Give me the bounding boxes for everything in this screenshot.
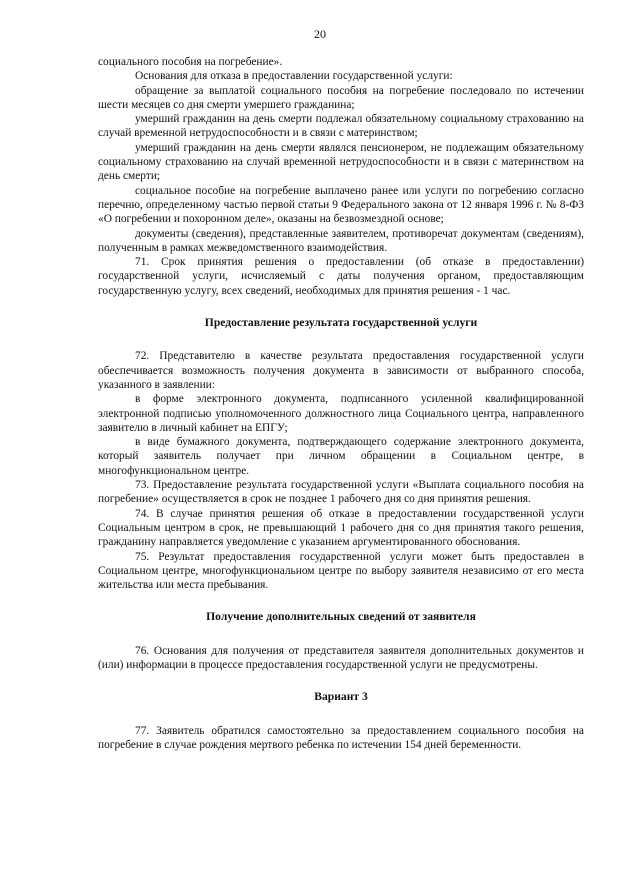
paragraph-77: 77. Заявитель обратился самостоятельно за предоставлением социального пособия на погребение в случае рождения мертвого ребенка по истечении 154 дней беременности. — [98, 724, 584, 751]
paragraph-73: 73. Предоставление результата государственной услуги «Выплата социального пособия на погребение» осуществляется в срок не позднее 1 рабочего дня со дня принятия решения. — [98, 479, 584, 506]
paragraph-refusal-ground-3: умерший гражданин на день смерти являлся пенсионером, не подлежащим обязательному социальному страхованию на случай временной нетрудоспособности и в связи с материнством на день смерти; — [98, 141, 584, 183]
paragraph-74: 74. В случае принятия решения об отказе в предоставлении государственной услуги Социальным центром в срок, не превышающий 1 рабочего дня со дня принятия такого решения, гражданину направляется уведомление с указанием аргументированного обоснования. — [98, 507, 584, 549]
page-number: 20 — [314, 27, 326, 41]
paragraph-refusal-ground-5: документы (сведения), представленные заявителем, противоречат документам (сведениям), полученным в рамках межведомственного взаимодействия. — [98, 227, 584, 254]
paragraph-continuation: социального пособия на погребение». — [98, 56, 283, 68]
paragraph-refusal-grounds-intro: Основания для отказа в предоставлении государственной услуги: — [135, 70, 453, 83]
paragraph-72-electronic: в форме электронного документа, подписанного усиленной квалифицированной электронной подписью уполномоченного должностного лица Социального центра, направленного заявителю в личный кабинет на ЕПГУ; — [98, 393, 584, 434]
paragraph-refusal-ground-2: умерший гражданин на день смерти подлежал обязательному социальному страхованию на случай временной нетрудоспособности и в связи с материнством; — [98, 113, 584, 140]
paragraph-71: 71. Срок принятия решения о предоставлении (об отказе в предоставлении) государственной услуги, исчисляемый с даты получения органом, предоставляющим государственную услугу, всех сведений, необходимых для принятия решения - 1 час. — [98, 256, 584, 297]
paragraph-75: 75. Результат предоставления государственной услуги может быть предоставлен в Социальном центре, многофункциональном центре по выбору заявителя независимо от его места жительства или места пребывания. — [98, 550, 584, 592]
section-heading-result: Предоставление результата государственной услуги — [204, 316, 478, 330]
paragraph-refusal-ground-4: социальное пособие на погребение выплачено ранее или услуги по погребению согласно перечню, определенному частью первой статьи 9 Федерального закона от 12 января 1996 г. № 8-ФЗ «О погребении и похоронном деле», оказаны на безвозмездной основе; — [98, 184, 584, 226]
paragraph-refusal-ground-1: обращение за выплатой социального пособия на погребение последовало по истечении шести месяцев со дня смерти умершего гражданина; — [98, 84, 584, 111]
paragraph-76: 76. Основания для получения от представителя заявителя дополнительных документов и (или) информации в процессе предоставления государственной услуги не предусмотрены. — [98, 644, 584, 671]
document-body — [98, 52, 584, 752]
paragraph-72-paper: в виде бумажного документа, подтверждающего содержание электронного документа, который заявитель получает при личном обращении в Социальном центре, в многофункциональном центре. — [98, 436, 584, 477]
section-heading-additional-info: Получение дополнительных сведений от заявителя — [206, 610, 476, 624]
paragraph-72: 72. Представителю в качестве результата предоставления государственной услуги обеспечивается возможность получения документа в зависимости от выбранного способа, указанного в заявлении: — [98, 350, 584, 391]
section-heading-variant-3: Вариант 3 — [314, 690, 368, 704]
